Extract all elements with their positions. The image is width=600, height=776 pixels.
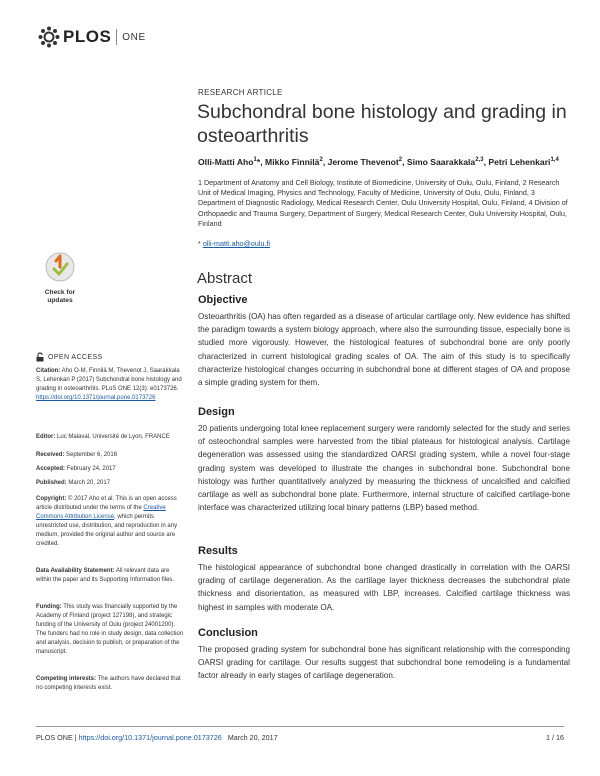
design-text: 20 patients undergoing total knee replacement surgery were randomly selected for the study and series of osteochondral samples were harvested from the tibial plateaus for histological analysis. Cartilage degeneration was assessed using the standardized OARSI grading system, while a novel four-stage grading system was developed to illustrate the changes in subchondral bone. Subchondral bone histology was further quantitatively analyzed by measuring the thickness of uncalcified and calcified cartilage as well as subchondral bone plate. Furthermore, internal structure of calcified cartilage-bone interface was characterized utilizing local binary patterns (LBP) based method. — [198, 424, 570, 513]
abstract-heading: Abstract — [197, 270, 253, 287]
open-access-badge — [36, 352, 103, 362]
competing-interests-text: The authors have declared that no competing interests exist. — [36, 676, 181, 691]
affiliations: 1 Department of Anatomy and Cell Biology, Institute of Biomedicine, University of Oulu, Oulu, Finland, 2 Research Unit of Medical Imaging, Physics and Technology, Faculty of Medicine, University of Oulu, Oulu, Finland, 3 Department of Diagnostic Radiology, Medical Research Center, Oulu University Hospital, Oulu, Finland, 4 Division of Orthopaedic and Trauma Surgery, Department of Surgery, Medical Research Center, Oulu University Hospital, Oulu, Finland — [198, 178, 568, 228]
competing-interests-block — [36, 675, 184, 693]
funding-label: Funding: — [36, 604, 62, 610]
journal-logo — [38, 26, 146, 48]
competing-interests-label: Competing interests: — [36, 676, 97, 682]
published-block — [36, 479, 184, 488]
author-separator: , — [260, 157, 266, 167]
open-access-label: OPEN ACCESS — [48, 353, 103, 361]
copyright-text-end: , which permits unrestricted use, distribution, and reproduction in any medium, provided the original author and source are credited. — [36, 514, 178, 547]
published-label: Published: — [36, 480, 67, 486]
author-name[interactable]: Mikko Finnilä — [265, 157, 320, 167]
editor-text: Luc Malaval, Université de Lyon, FRANCE — [57, 434, 170, 440]
results-heading: Results — [198, 545, 238, 557]
journal-logo-sub: ONE — [122, 31, 146, 43]
objective-heading: Objective — [198, 294, 248, 306]
received-label: Received: — [36, 452, 65, 458]
corresponding-author — [198, 239, 270, 248]
corresponding-email-link[interactable]: olli-matti.aho@oulu.fi — [202, 239, 271, 248]
author-affiliation: 1 — [253, 157, 257, 164]
data-availability-label: Data Availability Statement: — [36, 568, 115, 574]
plos-logo-icon — [38, 26, 60, 48]
footer-separator: | — [72, 733, 79, 742]
copyright-text: © 2017 Aho et al. This is an open access article distributed under the terms of the — [36, 496, 177, 511]
journal-logo-word: PLOS — [63, 27, 112, 46]
author-list — [198, 157, 578, 167]
citation-text: Aho O-M, Finnilä M, Thevenot J, Saarakkala S, Lehenkari P (2017) Subchondral bone histology and grading in osteoarthritis. PLoS ONE 12(3): e0173726. — [36, 368, 182, 392]
citation-block — [36, 367, 184, 403]
editor-block — [36, 433, 184, 442]
results-text: The histological appearance of subchondral bone changed drastically in correlation with the OARSI grading of cartilage degeneration. As the cartilage layer thickness decreases the subchondral plate thickness and disorientation, as measured with LBP, increases. Calcified cartilage thickness was highest in samples with moderate OA. — [198, 563, 570, 612]
footer-divider — [36, 726, 564, 727]
check-updates-icon — [45, 252, 75, 282]
received-block — [36, 451, 184, 460]
accepted-date: February 24, 2017 — [66, 466, 116, 472]
author-separator: , — [322, 157, 328, 167]
article-type: RESEARCH ARTICLE — [198, 88, 283, 97]
published-date: March 20, 2017 — [68, 480, 111, 486]
author-separator: , — [483, 157, 489, 167]
author-name[interactable]: Petri Lehenkari — [488, 157, 551, 167]
objective-text: Osteoarthritis (OA) has often regarded as a disease of articular cartilage only. New evidence has shifted the paradigm towards a system biology approach, where also the surrounding tissue, especially bone is studied more vigorously. However, the histological features of subchondral bone are only poorly characterized in current histological grading scales of OA. The aim of this study is to specifically characterize histological changes occurring in subchondral bone at different stages of OA and propose a simple grading system for them. — [198, 312, 570, 388]
check-updates-line1: Check for — [44, 289, 76, 296]
author-name[interactable]: Olli-Matti Aho — [198, 157, 254, 167]
data-availability-text: All relevant data are within the paper and its Supporting Information files. — [36, 568, 175, 583]
footer-journal: PLOS ONE — [36, 733, 73, 742]
copyright-label: Copyright: — [36, 496, 67, 502]
author-affiliation: 1,4 — [550, 157, 559, 164]
author-affiliation: 2 — [398, 157, 403, 164]
page-footer — [36, 733, 564, 742]
data-availability-block — [36, 567, 184, 585]
footer-date: March 20, 2017 — [227, 733, 278, 742]
design-heading: Design — [198, 406, 235, 418]
author-name[interactable]: Simo Saarakkala — [406, 157, 476, 167]
funding-block — [36, 603, 184, 657]
article-title: Subchondral bone histology and grading in osteoarthritis — [197, 101, 567, 147]
copyright-block — [36, 495, 184, 549]
open-lock-icon — [36, 352, 44, 362]
accepted-block — [36, 465, 184, 474]
author-affiliation: 2 — [319, 157, 323, 164]
logo-divider — [116, 29, 117, 45]
page-number: 1 / 16 — [546, 733, 564, 742]
accepted-label: Accepted: — [36, 466, 66, 472]
conclusion-heading: Conclusion — [198, 627, 258, 639]
check-for-updates-badge[interactable] — [38, 252, 82, 306]
funding-text: This study was financially supported by the Academy of Finland (project 127198), and strategic funding of the University of Oulu (project 24001200). The funders had no role in study design, data collection and analysis, decision to publish, or preparation of the manuscript. — [36, 604, 184, 655]
check-updates-label — [38, 289, 82, 305]
citation-doi-link[interactable]: https://doi.org/10.1371/journal.pone.0173726 — [36, 395, 156, 401]
received-date: September 6, 2016 — [66, 452, 118, 458]
check-updates-line2: updates — [47, 296, 73, 304]
corresponding-mark: * — [256, 157, 261, 167]
editor-label: Editor: — [36, 434, 56, 440]
author-separator: , — [402, 157, 407, 167]
license-link[interactable]: Creative Commons Attribution License — [36, 505, 166, 520]
conclusion-text: The proposed grading system for subchondral bone has significant relationship with the corresponding OARSI grading for cartilage. Our results suggest that subchondral bone remodeling is a fundamental factor already in early stages of cartilage degeneration. — [198, 645, 570, 681]
author-name[interactable]: Jerome Thevenot — [327, 157, 399, 167]
footer-doi-link[interactable]: https://doi.org/10.1371/journal.pone.0173726 — [78, 733, 222, 742]
citation-label: Citation: — [36, 368, 61, 374]
author-affiliation: 2,3 — [475, 157, 484, 164]
corresponding-mark: * — [198, 239, 201, 248]
